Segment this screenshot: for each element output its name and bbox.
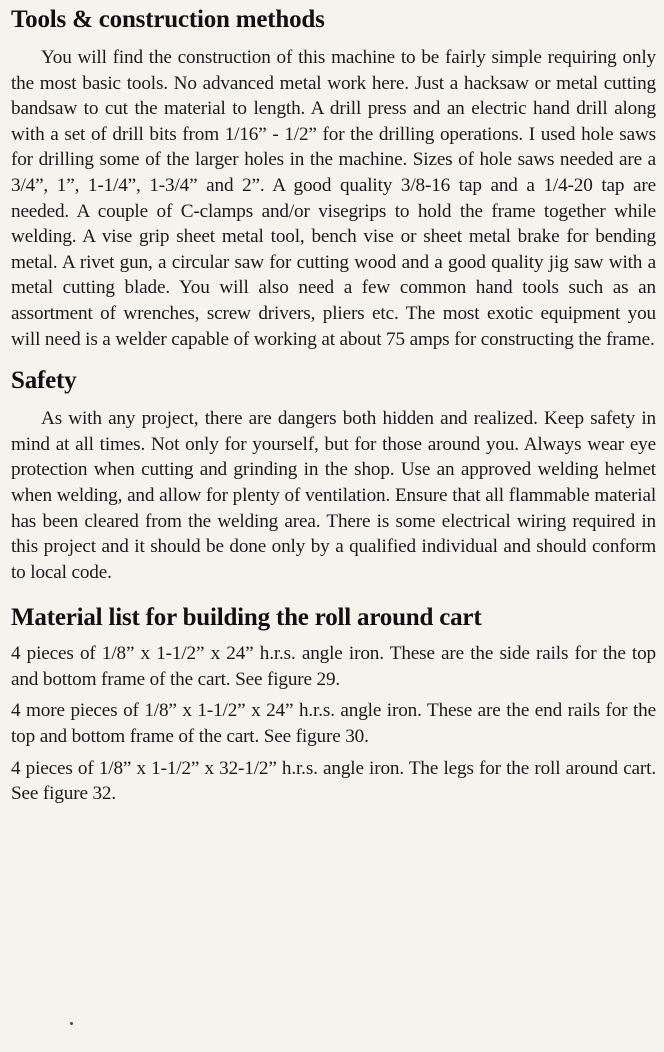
material-list — [11, 641, 656, 807]
tools-paragraph: You will find the construction of this machine to be fairly simple requiring only the most basic tools. No advanced metal work here. Just a hacksaw or metal cutting bandsaw to cut the material to length. A drill press and an electric hand drill along with a set of drill bits from 1/16” - 1/2” for the drilling operations. I used hole saws for drilling some of the larger holes in the machine. Sizes of hole saws needed are a 3/4”, 1”, 1-1/4”, 1-3/4” and 2”. A good quality 3/8-16 tap and a 1/4-20 tap are needed. A couple of C-clamps and/or visegrips to hold the frame together while welding. A vise grip sheet metal tool, bench vise or sheet metal brake for bending metal. A rivet gun, a circular saw for cutting wood and a good quality jig saw with a metal cutting blade. You will also need a few common hand tools such as an assortment of wrenches, screw drivers, pliers etc. The most exotic equipment you will need is a welder capable of working at about 75 amps for constructing the frame. — [11, 47, 656, 350]
tools-heading: Tools & construction methods — [11, 6, 325, 33]
material-list-item: 4 pieces of 1/8” x 1-1/2” x 32-1/2” h.r.s. angle iron. The legs for the roll around cart. See figure 32. — [11, 757, 656, 805]
material-list-heading: Material list for building the roll around cart — [11, 604, 482, 632]
print-speck — [70, 1022, 73, 1025]
material-list-item: 4 pieces of 1/8” x 1-1/2” x 24” h.r.s. angle iron. These are the side rails for the top and bottom frame of the cart. See figure 29. — [11, 643, 656, 690]
material-list-item: 4 more pieces of 1/8” x 1-1/2” x 24” h.r.s. angle iron. These are the end rails for the top and bottom frame of the cart. See figure 30. — [11, 700, 656, 748]
safety-heading: Safety — [11, 367, 77, 395]
safety-paragraph: As with any project, there are dangers both hidden and realized. Keep safety in mind at all times. Not only for yourself, but for those around you. Always wear eye protection when cutting and grinding in the shop. Use an approved welding helmet when welding, and allow for plenty of ventilation. Ensure that all flammable material has been cleared from the welding area. There is some electrical wiring required in this project and it should be done only by a qualified individual and should conform to local code. — [11, 408, 656, 583]
